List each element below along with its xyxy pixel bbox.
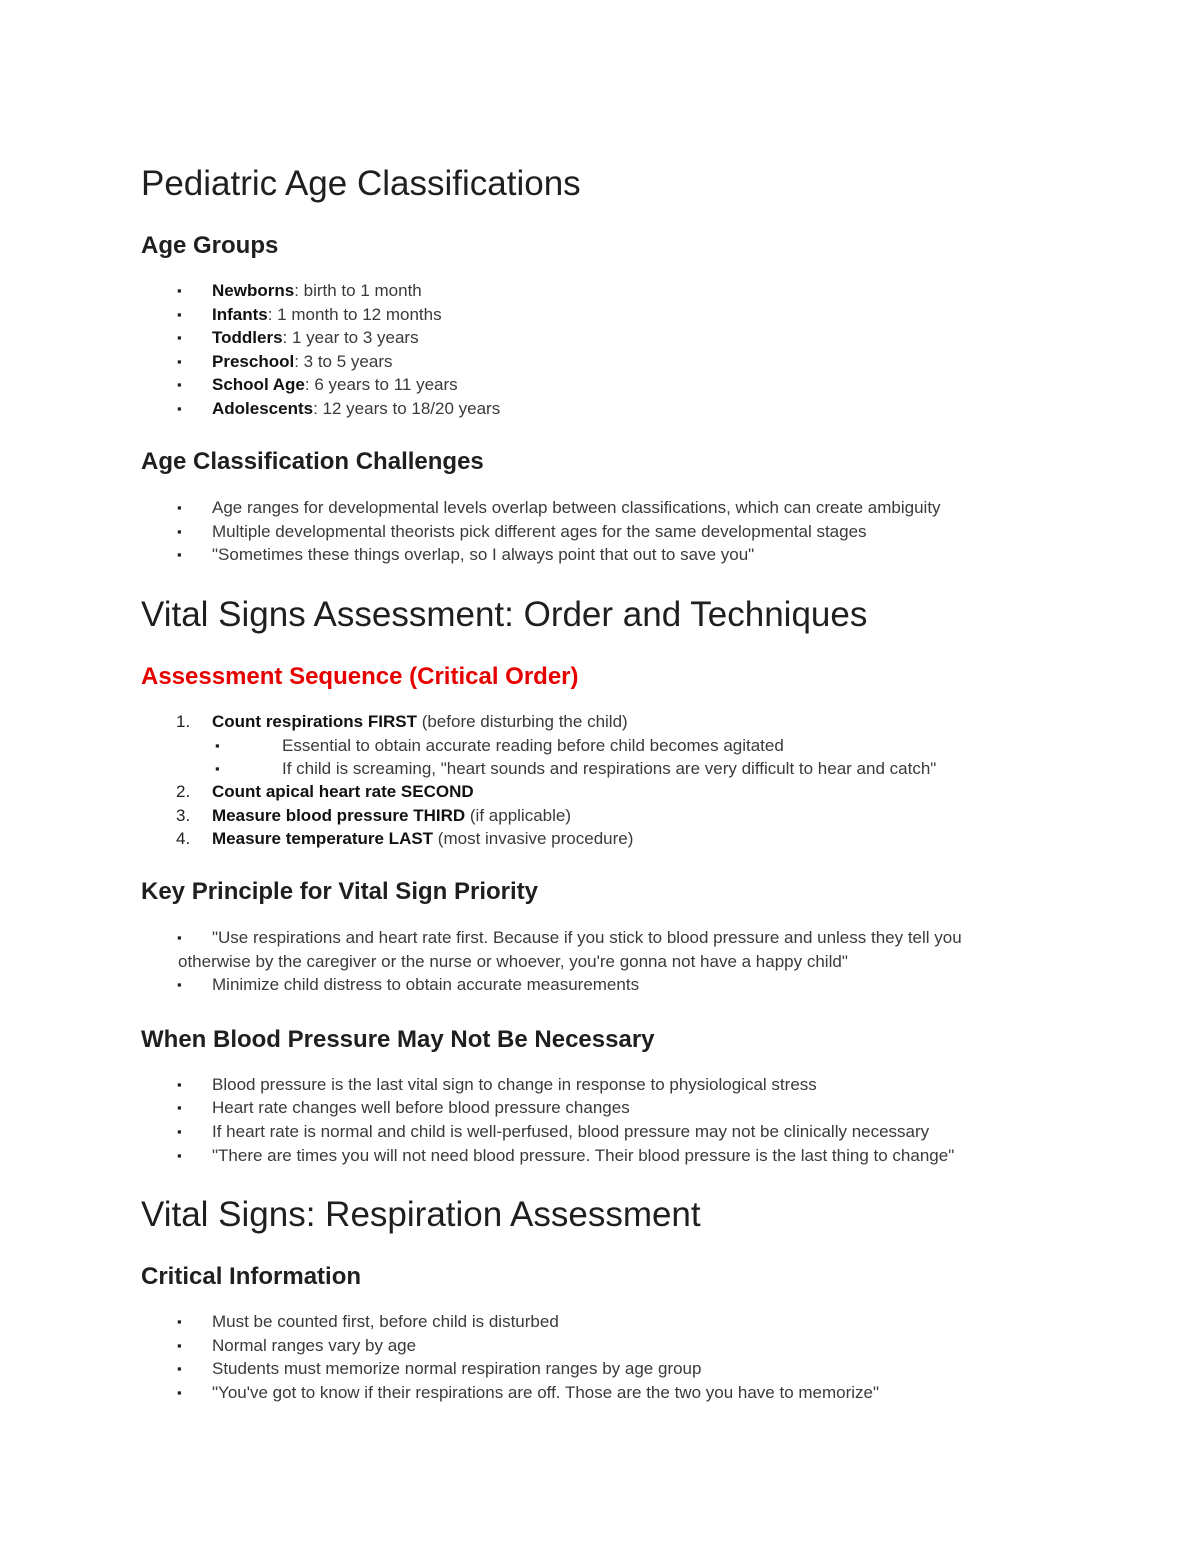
list-number: 3. <box>176 806 191 825</box>
list-item: Students must memorize normal respiration ranges by age group <box>212 1359 702 1378</box>
bullet: ▪ <box>177 1338 182 1353</box>
sub-list-item: Essential to obtain accurate reading before child becomes agitated <box>282 736 784 755</box>
list-item: Must be counted first, before child is disturbed <box>212 1312 559 1331</box>
list-item: Normal ranges vary by age <box>212 1336 417 1355</box>
list-item: If heart rate is normal and child is well-perfused, blood pressure may not be clinically necessary <box>212 1122 930 1141</box>
bullet: ▪ <box>177 401 182 416</box>
bullet: ▪ <box>215 761 220 776</box>
list-item: Measure blood pressure THIRD (if applicable) <box>212 806 571 825</box>
list-item: Multiple developmental theorists pick different ages for the same developmental stages <box>212 522 867 541</box>
heading-key-principle: Key Principle for Vital Sign Priority <box>141 878 538 905</box>
list-item: School Age: 6 years to 11 years <box>212 375 458 394</box>
list-item: "Sometimes these things overlap, so I always point that out to save you" <box>212 545 755 564</box>
bullet: ▪ <box>177 1100 182 1115</box>
list-item: Minimize child distress to obtain accurate measurements <box>212 975 640 994</box>
heading-bp-not-necessary: When Blood Pressure May Not Be Necessary <box>141 1026 655 1053</box>
list-item: "You've got to know if their respirations are off. Those are the two you have to memorize" <box>212 1383 880 1402</box>
list-item: Measure temperature LAST (most invasive procedure) <box>212 829 634 848</box>
section-title-vital-signs-order: Vital Signs Assessment: Order and Techniques <box>141 595 868 634</box>
section-title-age-classifications: Pediatric Age Classifications <box>141 164 581 203</box>
heading-assessment-sequence: Assessment Sequence (Critical Order) <box>141 663 579 690</box>
sub-list-item: If child is screaming, "heart sounds and respirations are very difficult to hear and catch" <box>282 759 937 778</box>
heading-critical-information: Critical Information <box>141 1263 362 1290</box>
list-item: Count apical heart rate SECOND <box>212 782 474 801</box>
list-item-continuation: otherwise by the caregiver or the nurse or whoever, you're gonna not have a happy child" <box>178 952 848 971</box>
bullet: ▪ <box>177 1148 182 1163</box>
bullet: ▪ <box>177 1385 182 1400</box>
bullet: ▪ <box>177 377 182 392</box>
list-item: Toddlers: 1 year to 3 years <box>212 328 419 347</box>
list-item: Infants: 1 month to 12 months <box>212 305 442 324</box>
list-item: Blood pressure is the last vital sign to change in response to physiological stress <box>212 1075 817 1094</box>
bullet: ▪ <box>177 977 182 992</box>
bullet: ▪ <box>177 930 182 945</box>
bullet: ▪ <box>177 1361 182 1376</box>
bullet: ▪ <box>177 500 182 515</box>
bullet: ▪ <box>177 307 182 322</box>
heading-classification-challenges: Age Classification Challenges <box>141 448 484 475</box>
bullet: ▪ <box>177 1314 182 1329</box>
list-item: Preschool: 3 to 5 years <box>212 352 393 371</box>
bullet: ▪ <box>177 1077 182 1092</box>
bullet: ▪ <box>177 1124 182 1139</box>
list-item: "Use respirations and heart rate first. Because if you stick to blood pressure and unless they tell you <box>212 928 962 947</box>
section-title-respiration-assessment: Vital Signs: Respiration Assessment <box>141 1195 701 1234</box>
bullet: ▪ <box>177 330 182 345</box>
list-number: 2. <box>176 782 191 801</box>
bullet: ▪ <box>177 354 182 369</box>
list-item: Adolescents: 12 years to 18/20 years <box>212 399 501 418</box>
heading-age-groups: Age Groups <box>141 232 279 259</box>
bullet: ▪ <box>177 524 182 539</box>
bullet: ▪ <box>177 547 182 562</box>
list-item: Heart rate changes well before blood pressure changes <box>212 1098 630 1117</box>
list-item: Count respirations FIRST (before disturbing the child) <box>212 712 628 731</box>
bullet: ▪ <box>215 738 220 753</box>
list-item: Newborns: birth to 1 month <box>212 281 422 300</box>
list-number: 4. <box>176 829 191 848</box>
list-number: 1. <box>176 712 191 731</box>
bullet: ▪ <box>177 283 182 298</box>
list-item: Age ranges for developmental levels overlap between classifications, which can create ambiguity <box>212 498 941 517</box>
list-item: "There are times you will not need blood pressure. Their blood pressure is the last thing to change" <box>212 1146 955 1165</box>
